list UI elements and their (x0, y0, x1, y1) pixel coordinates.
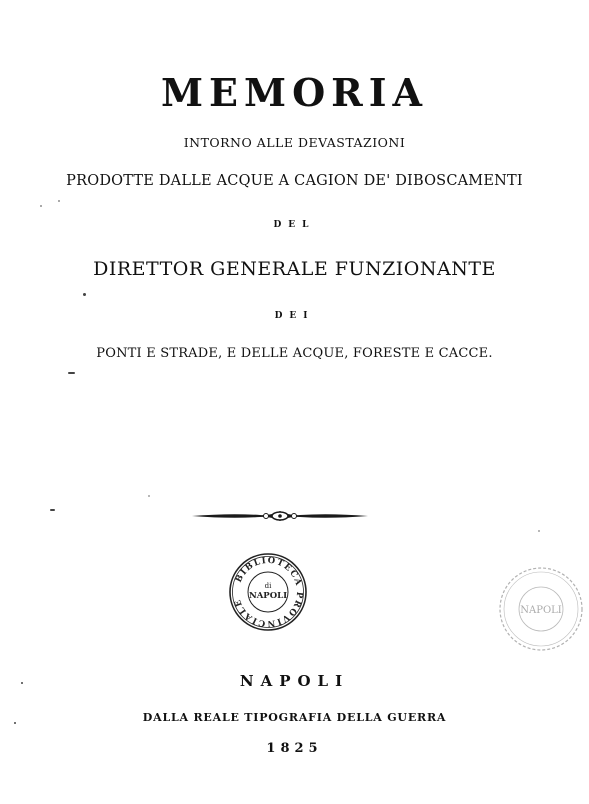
author-office: PONTI E STRADE, E DELLE ACQUE, FORESTE E CACCE. (96, 346, 493, 361)
author-title: DIRETTOR GENERALE FUNZIONANTE (93, 258, 496, 280)
paper-speck (68, 372, 75, 374)
paper-speck (21, 682, 23, 684)
paper-speck (148, 495, 150, 497)
imprint-year: 1825 (266, 741, 323, 756)
stamp-center-napoli: NAPOLI (248, 591, 288, 601)
book-title: MEMORIA (160, 70, 429, 115)
imprint-city: NAPOLI (239, 672, 350, 690)
faded-stamp-text: NAPOLI (520, 605, 562, 616)
subtitle-line-1: INTORNO ALLE DEVASTAZIONI (183, 135, 406, 150)
paper-speck (50, 509, 55, 511)
paper-speck (83, 293, 86, 296)
paper-speck (14, 722, 16, 724)
library-stamp (228, 552, 308, 632)
connector-del: DEL (273, 220, 316, 230)
paper-speck (40, 205, 42, 207)
stamp-ring-text: BIBLIOTECA PROVINCIALE (232, 555, 305, 629)
printer-ornament (190, 505, 370, 527)
stamp-center-di: di (264, 582, 272, 590)
subtitle-line-2: PRODOTTE DALLE ACQUE A CAGION DE' DIBOSCAMENTI (66, 173, 523, 189)
faded-stamp (498, 566, 584, 652)
paper-speck (538, 530, 540, 532)
paper-speck (58, 200, 60, 202)
imprint-printer: DALLA REALE TIPOGRAFIA DELLA GUERRA (142, 711, 447, 724)
connector-dei: DEI (274, 311, 315, 321)
